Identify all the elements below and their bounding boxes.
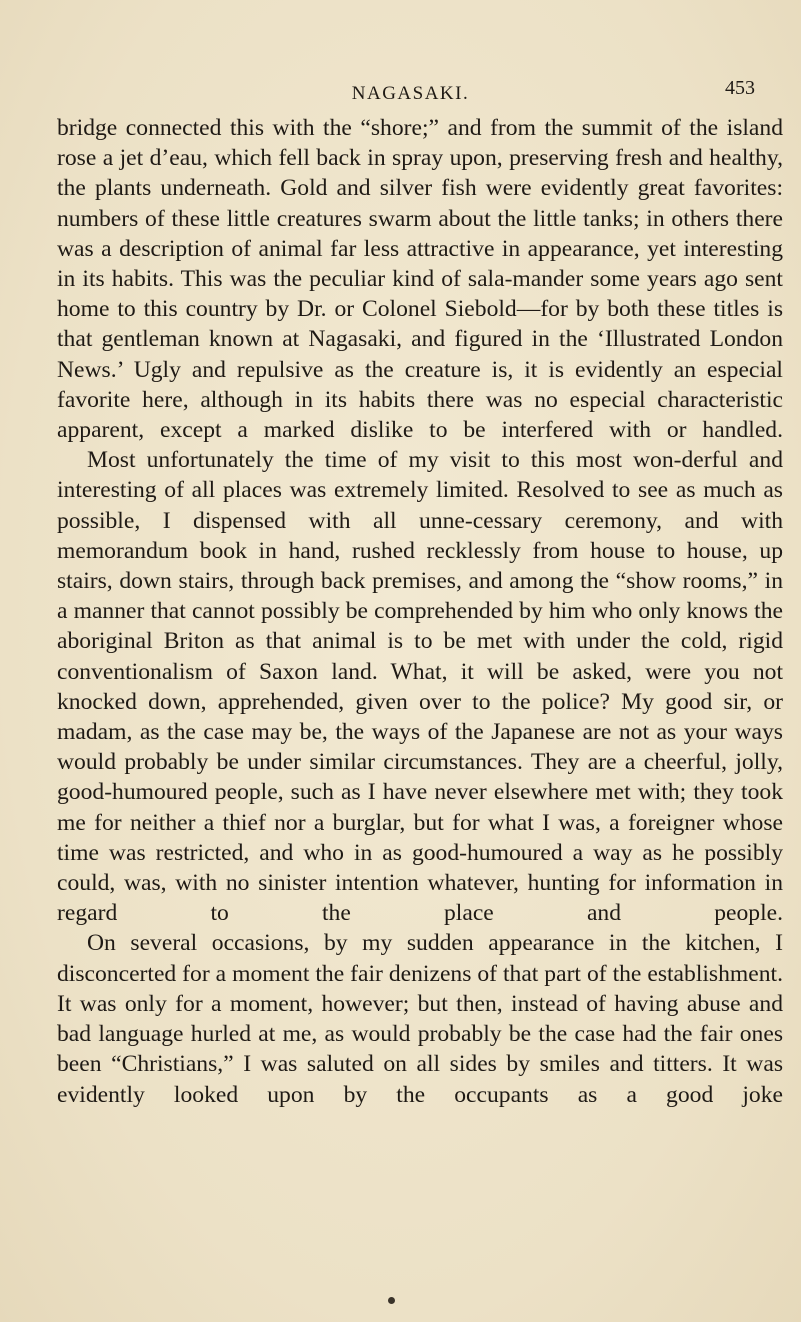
paragraph-kitchen: On several occasions, by my sudden appearance in the kitchen, I disconcerted for a moment the fair denizens of that part of the establishment. It was only for a moment, however; but then, instead of having abuse and bad language hurled at me, as would probably be the case had the fair ones been “Christians,” I was saluted on all sides by smiles and titters. It was evidently looked upon by the occupants as a good joke bbox=[57, 930, 783, 1108]
ink-mark bbox=[388, 1297, 395, 1304]
paragraph-visit: Most unfortunately the time of my visit to this most won-derful and interesting of all places was extremely limited. Resolved to see as much as possible, I dispensed with all unne-cessary ceremony, and with memorandum book in hand, rushed recklessly from house to house, up stairs, down stairs, through back premises, and among the “show rooms,” in a manner that cannot possibly be comprehended by him who only knows the aboriginal Briton as that animal is to be met with under the cold, rigid conventionalism of Saxon land. What, it will be asked, were you not knocked down, apprehended, given over to the police? My good sir, or madam, as the case may be, the ways of the Japanese are not as your ways would probably be under similar circumstances. They are a cheerful, jolly, good-humoured people, such as I have never elsewhere met with; they took me for neither a thief nor a burglar, but for what I was, a foreigner whose time was restricted, and who in as good-humoured a way as he possibly could, was, with no sinister intention whatever, hunting for information in regard to the place and people. bbox=[57, 447, 783, 927]
paragraph-salamander: bridge connected this with the “shore;” and from the summit of the island rose a jet d’eau, which fell back in spray upon, preserving fresh and healthy, the plants underneath. Gold and silver fish were evidently great favorites: numbers of these little creatures swarm about the little tanks; in others there was a description of animal far less attractive in appearance, yet interesting in its habits. This was the peculiar kind of sala-mander some years ago sent home to this country by Dr. or Colonel Siebold—for by both these titles is that gentleman known at Nagasaki, and figured in the ‘Illustrated London News.’ Ugly and repulsive as the creature is, it is evidently an especial favorite here, although in its habits there was no especial characteristic apparent, except a marked dislike to be interfered with or handled. bbox=[57, 115, 783, 444]
body-text bbox=[57, 113, 783, 1110]
running-title: NAGASAKI. bbox=[351, 83, 470, 104]
page-number: 453 bbox=[725, 77, 755, 99]
running-head bbox=[60, 77, 761, 109]
